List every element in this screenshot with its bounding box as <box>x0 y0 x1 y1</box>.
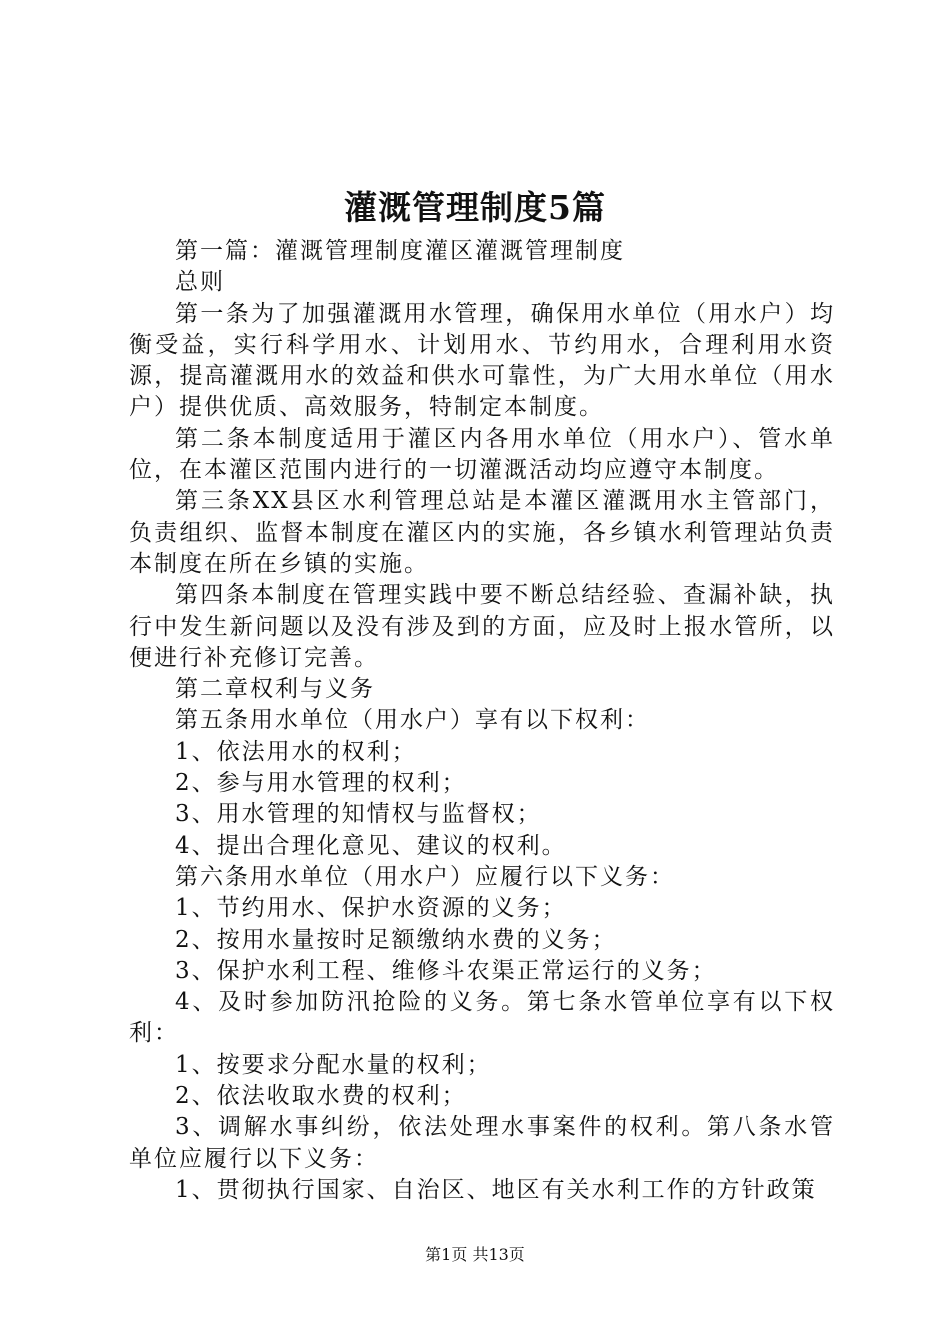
list-item: 1、按要求分配水量的权利； <box>175 1051 492 1078</box>
list-item: 3、用水管理的知情权与监督权； <box>175 801 542 828</box>
section-heading: 第二章权利与义务 <box>175 676 375 703</box>
paragraph: 第五条用水单位（用水户）享有以下权利： <box>175 707 650 734</box>
paragraph: 第二条本制度适用于灌区内各用水单位（用水户）、管水单位，在本灌区范围内进行的一切灌溉活动均应遵守本制度。 <box>129 425 835 484</box>
list-item: 3、调解水事纠纷，依法处理水事案件的权利。第八条水管单位应履行以下义务： <box>129 1114 835 1172</box>
list-item: 1、依法用水的权利； <box>175 738 417 765</box>
list-item: 1、贯彻执行国家、自治区、地区有关水利工作的方针政策 <box>175 1176 817 1203</box>
list-item: 4、及时参加防汛抢险的义务。第七条水管单位享有以下权利： <box>129 989 835 1047</box>
list-item: 4、提出合理化意见、建议的权利。 <box>175 832 567 859</box>
list-item: 3、保护水利工程、维修斗农渠正常运行的义务； <box>175 957 717 984</box>
document-body <box>129 236 835 1206</box>
page-footer: 第1页 共13页 <box>425 1245 525 1264</box>
paragraph: 第六条用水单位（用水户）应履行以下义务： <box>175 863 675 890</box>
paragraph: 第一条为了加强灌溉用水管理，确保用水单位（用水户）均衡受益，实行科学用水、计划用水、节约用水，合理利用水资源，提高灌溉用水的效益和供水可靠性，为广大用水单位（用水户）提供优质、高效服务，特制定本制度。 <box>129 300 835 421</box>
section-heading: 第一篇：灌溉管理制度灌区灌溉管理制度 <box>175 238 625 264</box>
section-heading: 总则 <box>175 269 225 296</box>
paragraph: 第三条XX县区水利管理总站是本灌区灌溉用水主管部门，负责组织、监督本制度在灌区内的实施，各乡镇水利管理站负责本制度在所在乡镇的实施。 <box>129 488 835 577</box>
list-item: 2、参与用水管理的权利； <box>175 770 467 797</box>
paragraph: 第四条本制度在管理实践中要不断总结经验、查漏补缺，执行中发生新问题以及没有涉及到的方面，应及时上报水管所，以便进行补充修订完善。 <box>129 582 835 671</box>
list-item: 2、依法收取水费的权利； <box>175 1083 467 1110</box>
page-title: 灌溉管理制度5篇 <box>344 188 606 227</box>
list-item: 1、节约用水、保护水资源的义务； <box>175 895 567 922</box>
list-item: 2、按用水量按时足额缴纳水费的义务； <box>175 926 617 953</box>
